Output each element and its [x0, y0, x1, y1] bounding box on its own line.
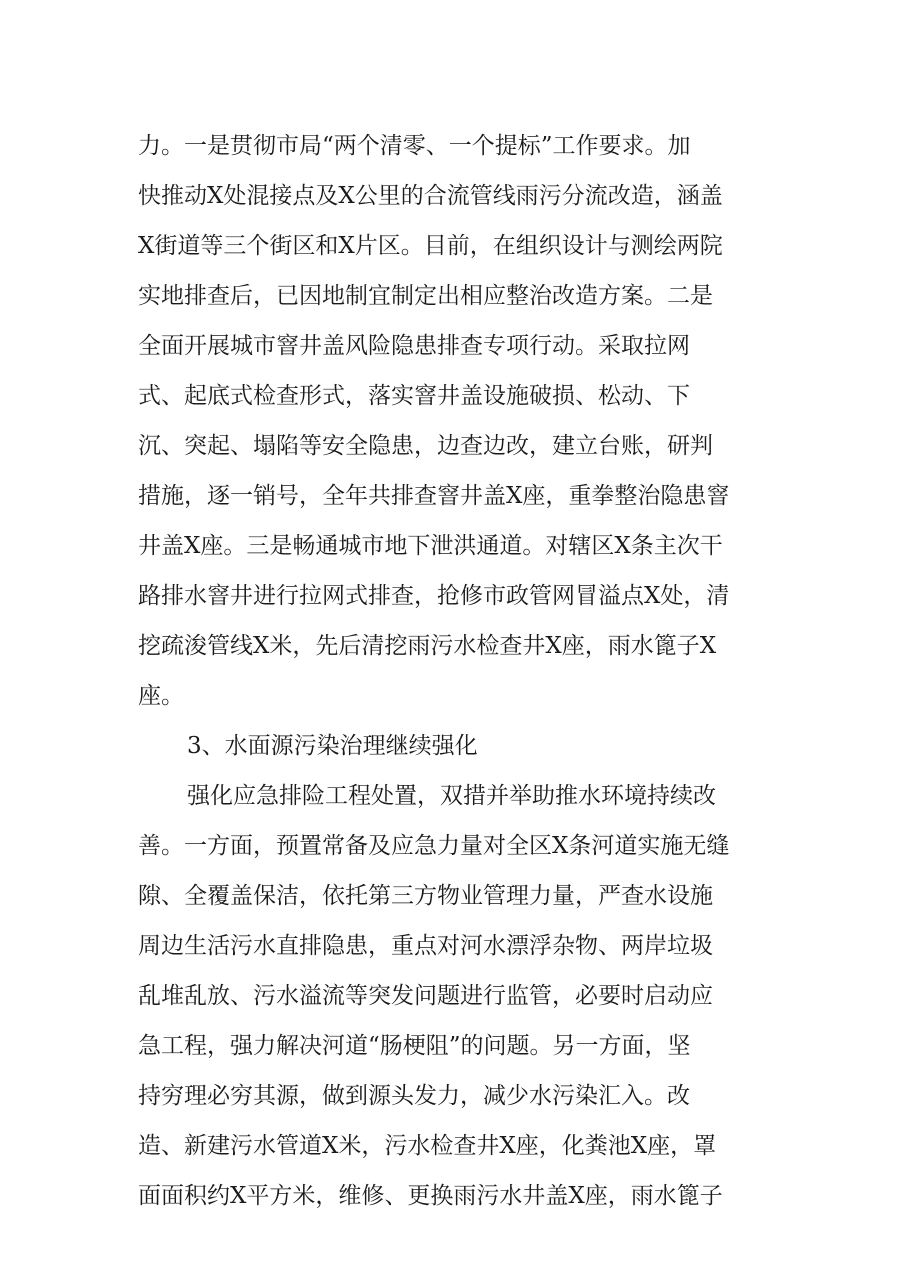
paragraph-1-line: 措施，逐一销号，全年共排查窨井盖X座，重拳整治隐患窨 — [138, 483, 730, 509]
paragraph-2-line: 乱堆乱放、污水溢流等突发问题进行监管，必要时启动应 — [138, 983, 713, 1009]
paragraph-2-line: 持穷理必穷其源，做到源头发力，减少水污染汇入。改 — [138, 1083, 690, 1109]
paragraph-2-line: 造、新建污水管道X米，污水检查井X座，化粪池X座，罩 — [138, 1133, 717, 1159]
paragraph-2-line: 隙、全覆盖保洁，依托第三方物业管理力量，严查水设施 — [138, 883, 713, 909]
paragraph-1-line: 全面开展城市窨井盖风险隐患排查专项行动。采取拉网 — [138, 333, 690, 359]
paragraph-2-line: 善。一方面，预置常备及应急力量对全区X条河道实施无缝 — [138, 833, 730, 859]
paragraph-2-line: 强化应急排险工程处置，双措并举助推水环境持续改 — [187, 783, 716, 809]
paragraph-1-line: X街道等三个街区和X片区。目前，在组织设计与测绘两院 — [138, 233, 723, 259]
paragraph-1-line: 快推动X处混接点及X公里的合流管线雨污分流改造，涵盖 — [138, 183, 723, 209]
paragraph-1-line: 式、起底式检查形式，落实窨井盖设施破损、松动、下 — [138, 383, 690, 409]
paragraph-1-line: 力。一是贯彻市局“两个清零、一个提标”工作要求。加 — [138, 133, 691, 159]
paragraph-2-line: 面面积约X平方米，维修、更换雨污水井盖X座，雨水篦子 — [138, 1183, 723, 1209]
paragraph-1-line: 井盖X座。三是畅通城市地下泄洪通道。对辖区X条主次干 — [138, 533, 723, 559]
paragraph-1-line: 路排水窨井进行拉网式排查，抢修市政管网冒溢点X处，清 — [138, 583, 730, 609]
paragraph-2-line: 急工程，强力解决河道“肠梗阻”的问题。另一方面，坚 — [138, 1033, 691, 1059]
paragraph-1-line: 挖疏浚管线X米，先后清挖雨污水检查井X座，雨水篦子X — [138, 633, 717, 659]
paragraph-2-line: 周边生活污水直排隐患，重点对河水漂浮杂物、两岸垃圾 — [138, 933, 713, 959]
paragraph-1-line: 沉、突起、塌陷等安全隐患，边查边改，建立台账，研判 — [138, 433, 713, 459]
paragraph-1-line: 座。 — [138, 683, 184, 709]
paragraph-1-line: 实地排查后，已因地制宜制定出相应整治改造方案。二是 — [138, 283, 713, 309]
section-heading: 3、水面源污染治理继续强化 — [187, 733, 478, 759]
